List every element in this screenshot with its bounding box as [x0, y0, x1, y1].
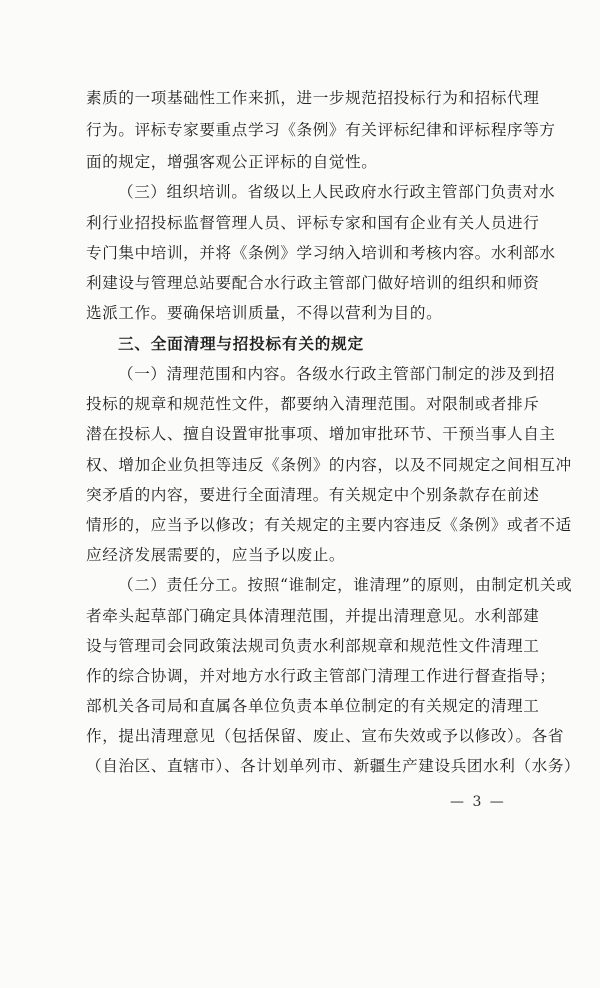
text-line: 素质的一项基础性工作来抓，进一步规范招投标行为和招标代理 [86, 89, 540, 107]
text-line: 作，提出清理意见（包括保留、废止、宣布失效或予以修改）。各省 [86, 727, 565, 745]
text-line: 潜在投标人、擅自设置审批事项、增加审批环节、干预当事人自主 [86, 425, 556, 443]
text-line: 行为。评标专家要重点学习《条例》有关评标纪律和评标程序等方 [86, 121, 556, 139]
text-line: 投标的规章和规范性文件，都要纳入清理范围。对限制或者排斥 [86, 395, 540, 413]
text-line: 面的规定，增强客观公正评标的自觉性。 [86, 153, 378, 171]
text-line: 专门集中培训，并将《条例》学习纳入培训和考核内容。水利部水 [86, 244, 556, 262]
text-line: 选派工作。要确保培训质量，不得以营利为目的。 [86, 304, 443, 322]
page-number: — 3 — [450, 794, 506, 810]
text-line: 者牵头起草部门确定具体清理范围，并提出清理意见。水利部建 [86, 607, 540, 625]
text-line: （一）清理范围和内容。各级水行政主管部门制定的涉及到招 [118, 365, 556, 383]
text-line: （二）责任分工。按照“谁制定，谁清理”的原则，由制定机关或 [118, 576, 573, 594]
text-line: 情形的，应当予以修改；有关规定的主要内容违反《条例》或者不适 [86, 516, 572, 534]
text-line: 权、增加企业负担等违反《条例》的内容，以及不同规定之间相互冲 [86, 456, 572, 474]
text-line: 作的综合协调，并对地方水行政主管部门清理工作进行督查指导； [86, 667, 556, 685]
text-line: 部机关各司局和直属各单位负责本单位制定的有关规定的清理工 [86, 697, 540, 715]
text-line: 设与管理司会同政策法规司负责水利部规章和规范性文件清理工 [86, 637, 540, 655]
text-line: （自治区、直辖市）、各计划单列市、新疆生产建设兵团水利（水务） [86, 757, 581, 775]
text-line: 应经济发展需要的，应当予以废止。 [86, 546, 346, 564]
section-heading: 三、全面清理与招投标有关的规定 [118, 335, 364, 353]
text-line: （三）组织培训。省级以上人民政府水行政主管部门负责对水 [118, 183, 556, 201]
text-line: 突矛盾的内容，要进行全面清理。有关规定中个别条款存在前述 [86, 486, 540, 504]
text-line: 利行业招投标监督管理人员、评标专家和国有企业有关人员进行 [86, 214, 540, 232]
text-line: 利建设与管理总站要配合水行政主管部门做好培训的组织和师资 [86, 274, 540, 292]
